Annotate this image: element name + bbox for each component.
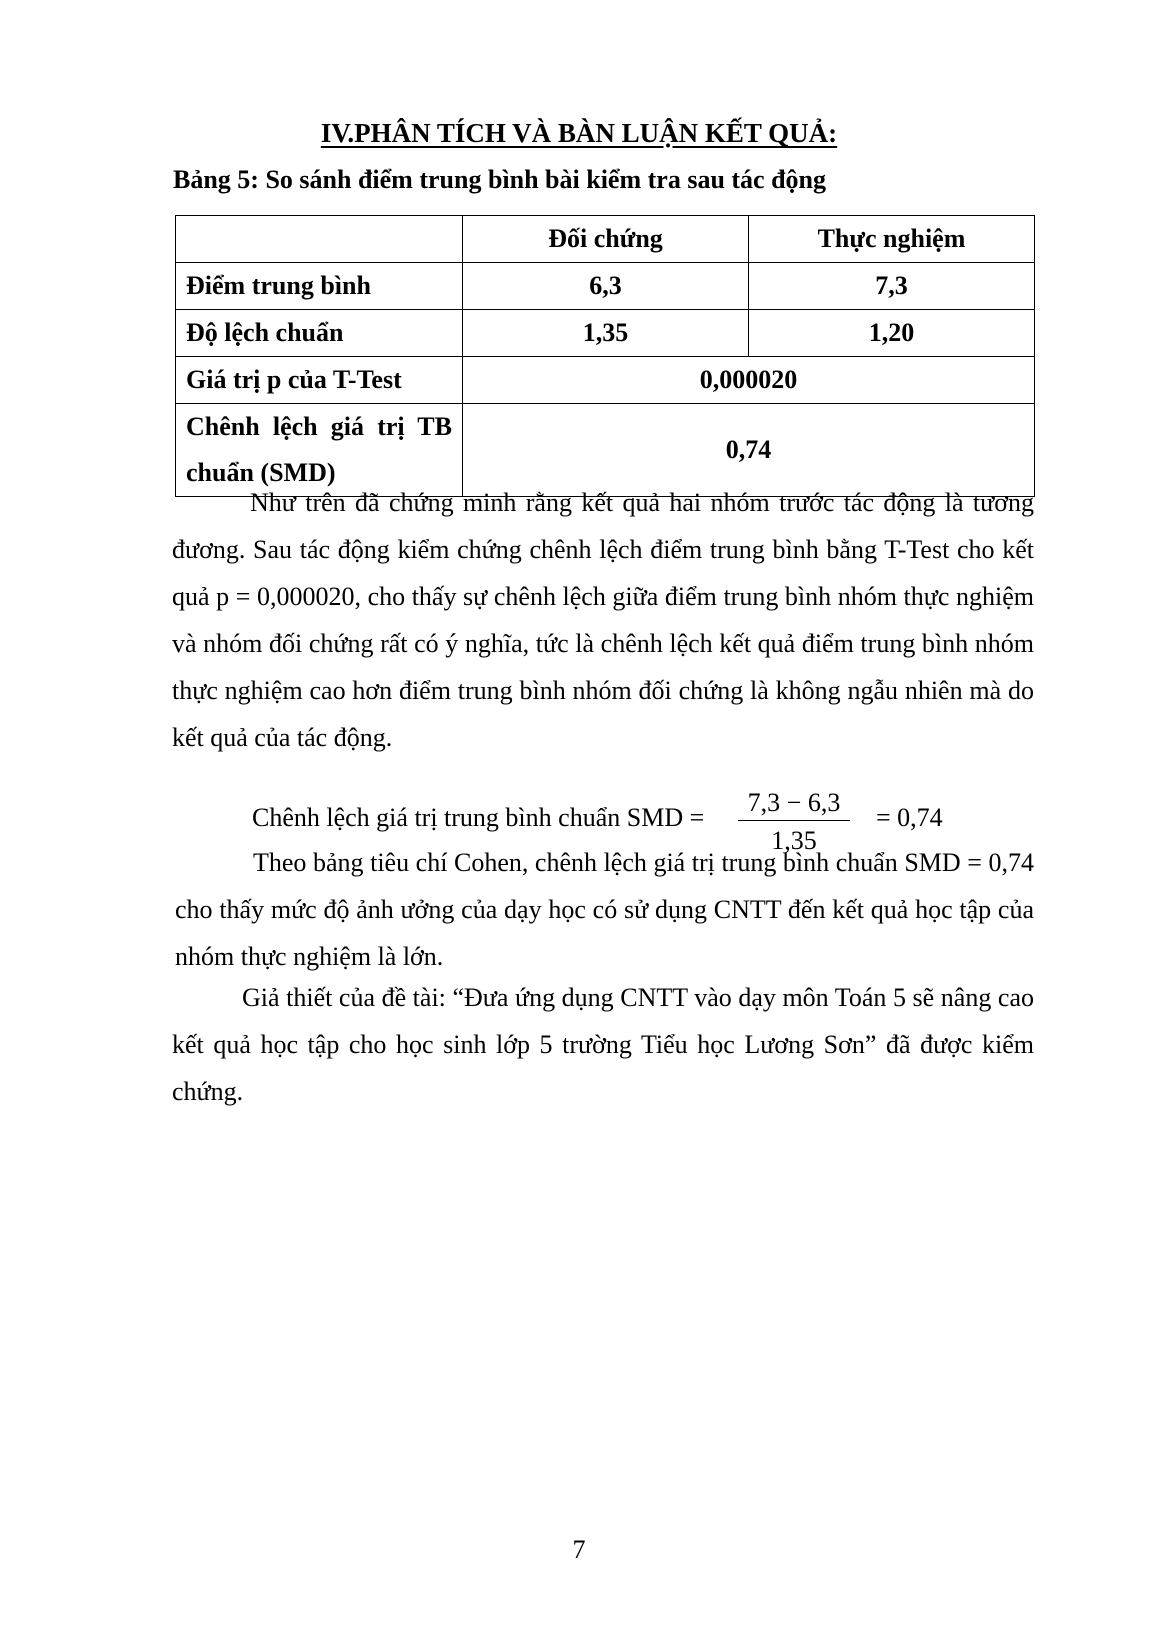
formula-numerator: 7,3 − 6,3 — [747, 788, 841, 817]
table-row — [176, 310, 1035, 357]
row-label-smd: Chênh lệch giá trị TB chuẩn (SMD) — [176, 404, 463, 497]
page-number: 7 — [572, 1535, 586, 1564]
formula-lhs: Chênh lệch giá trị trung bình chuẩn SMD = — [252, 803, 705, 832]
formula-denominator: 1,35 — [771, 826, 817, 855]
cell-mean-control: 6,3 — [463, 263, 749, 310]
table-row — [176, 263, 1035, 310]
comparison-table — [175, 215, 1035, 497]
paragraph-hypothesis: Giả thiết của đề tài: “Đưa ứng dụng CNTT vào dạy môn Toán 5 sẽ nâng cao kết quả học tập cho học sinh lớp 5 trường Tiểu học Lương Sơn” đã được kiểm chứng. — [172, 983, 1034, 1106]
cell-p-value: 0,000020 — [463, 357, 1035, 404]
table-header-experimental: Thực nghiệm — [749, 216, 1035, 263]
cell-smd: 0,74 — [463, 404, 1035, 497]
row-label-p-value: Giá trị p của T-Test — [176, 357, 463, 404]
paragraph-analysis: Như trên đã chứng minh rằng kết quả hai nhóm trước tác động là tương đương. Sau tác động kiểm chứng chênh lệch điểm trung bình bằng T-Test cho kết quả p = 0,000020, cho thấy sự chênh lệch giữa điểm trung bình nhóm thực nghiệm và nhóm đối chứng rất có ý nghĩa, tức là chênh lệch kết quả điểm trung bình nhóm thực nghiệm cao hơn điểm trung bình nhóm đối chứng là không ngẫu nhiên mà do kết quả của tác động. — [172, 488, 1034, 752]
cell-std-dev-experimental: 1,20 — [749, 310, 1035, 357]
paragraph-cohen: Theo bảng tiêu chí Cohen, chênh lệch giá trị trung bình chuẩn SMD = 0,74 cho thấy mức độ ảnh ưởng của dạy học có sử dụng CNTT đến kết quả học tập của nhóm thực nghiệm là lớn. — [175, 848, 1034, 971]
table-header-row — [176, 216, 1035, 263]
table-header-blank — [176, 216, 463, 263]
table-header-control: Đối chứng — [463, 216, 749, 263]
table-caption: Bảng 5: So sánh điểm trung bình bài kiểm tra sau tác động — [173, 165, 827, 194]
row-label-mean: Điểm trung bình — [176, 263, 463, 310]
section-heading: IV.PHÂN TÍCH VÀ BÀN LUẬN KẾT QUẢ: — [320, 118, 838, 148]
table-row — [176, 357, 1035, 404]
row-label-std-dev: Độ lệch chuẩn — [176, 310, 463, 357]
formula-rhs: = 0,74 — [876, 803, 943, 832]
cell-std-dev-control: 1,35 — [463, 310, 749, 357]
fraction-bar — [738, 820, 850, 821]
cell-mean-experimental: 7,3 — [749, 263, 1035, 310]
